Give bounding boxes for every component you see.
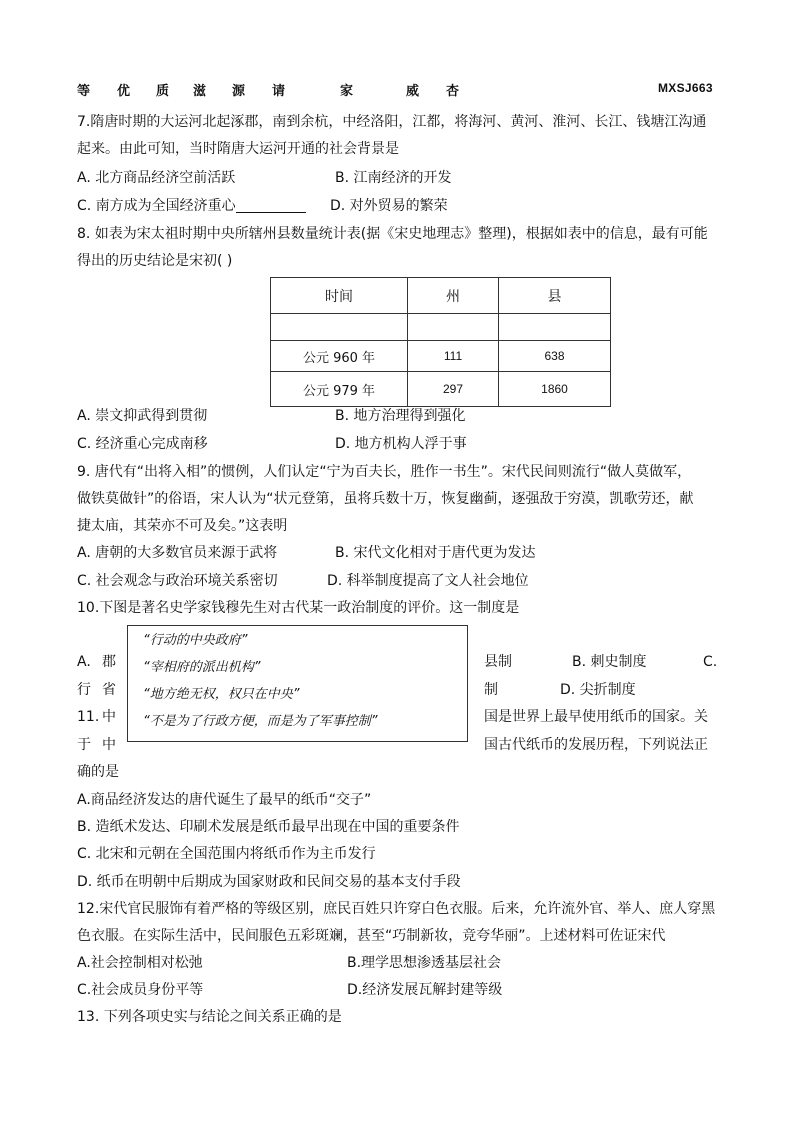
q10-option-c-text: 行 [77, 682, 91, 698]
q8-option-c: C. 经济重心完成南移 [77, 436, 208, 452]
q11-fragment: 中 [102, 737, 116, 753]
q10-option-a-label: A. [77, 654, 91, 670]
header-char: 等 [77, 83, 91, 98]
q12-option-d: D.经济发展瓦解封建等级 [347, 982, 503, 998]
q7-option-c: C. 南方成为全国经济重心 [77, 196, 306, 216]
header-char: 优 [117, 83, 131, 98]
header-char: 请 [272, 83, 286, 98]
table-row-empty [271, 314, 611, 341]
q11-option-a: A.商品经济发达的唐代诞生了最早的纸币“交子” [77, 792, 372, 808]
q10-option-a-tail: 县制 [484, 654, 512, 670]
quote-line: “行动的中央政府” [143, 633, 248, 648]
q9-option-a: A. 唐朝的大多数官员来源于武将 [77, 545, 278, 561]
q9-stem-line3: 捷太庙，其荣亦不可及矣。”这表明 [77, 518, 288, 534]
q7-option-a: A. 北方商品经济空前活跃 [77, 170, 236, 186]
q11-option-d: D. 纸币在明朝中后期成为国家财政和民间交易的基本支付手段 [77, 874, 461, 890]
table-cell: 297 [408, 372, 499, 407]
table-header-row [271, 278, 611, 314]
quote-line: “宰相府的派出机构” [143, 660, 261, 675]
header-char: 滋 [193, 83, 207, 98]
q7-option-b: B. 江南经济的开发 [335, 170, 452, 186]
doc-code: MXSJ663 [658, 81, 713, 95]
underline-blank [236, 198, 306, 213]
q12-option-c: C.社会成员身份平等 [77, 982, 204, 998]
q13-stem: 13. 下列各项史实与结论之间关系正确的是 [77, 1009, 342, 1025]
quote-line: “地方绝无权，权只在中央” [143, 687, 300, 702]
q10-option-a-text: 郡 [102, 654, 116, 670]
q11-number: 11. [77, 709, 100, 725]
quote-line: “不是为了行政方便，而是为了军事控制” [143, 714, 378, 729]
q12-stem-line1: 12.宋代官民服饰有着严格的等级区别，庶民百姓只许穿白色衣服。后来，允许流外官、举人、庶人穿黑 [77, 901, 716, 917]
q10-option-c-tail: 制 [484, 682, 498, 698]
q10-stem: 10.下图是著名史学家钱穆先生对古代某一政治制度的评价。这一制度是 [77, 600, 520, 616]
q7-stem-line1: 7.隋唐时期的大运河北起涿郡，南到余杭，中经洛阳，江都，将海河、黄河、淮河、长江、钱塘江沟通 [77, 114, 707, 130]
q12-stem-line2: 色衣服。在实际生活中，民间服色五彩斑斓，甚至“巧制新妆，竞夸华丽”。上述材料可佐证宋代 [77, 928, 666, 944]
q9-option-b: B. 宋代文化相对于唐代更为发达 [335, 545, 536, 561]
q12-option-b: B.理学思想渗透基层社会 [347, 955, 502, 971]
table-header-xian: 县 [499, 278, 611, 314]
table-row [271, 341, 611, 372]
header-char: 家 [340, 83, 354, 98]
table-cell: 1860 [499, 372, 611, 407]
table-cell [408, 314, 499, 341]
table-cell [271, 314, 408, 341]
q10-option-c-label: C. [703, 654, 718, 670]
table-cell: 公元 979 年 [271, 372, 408, 407]
q9-option-d: D. 科举制度提高了文人社会地位 [327, 573, 529, 589]
qian-mu-quote-box [127, 625, 468, 742]
q10-option-d: D. 尖折制度 [560, 682, 636, 698]
q8-option-a: A. 崇文抑武得到贯彻 [77, 408, 208, 424]
header-char: 威 [406, 83, 420, 98]
county-stats-table [270, 277, 611, 407]
header-char: 杏 [446, 83, 460, 98]
q8-option-d: D. 地方机构人浮于事 [335, 436, 467, 452]
table-header-zhou: 州 [408, 278, 499, 314]
table-header-time: 时间 [271, 278, 408, 314]
q8-stem-line2: 得出的历史结论是宋初( ) [77, 253, 233, 269]
q7-stem-line2: 起来。由此可知，当时隋唐大运河开通的社会背景是 [77, 141, 399, 157]
q9-stem-line1: 9. 唐代有“出将入相”的惯例，人们认定“宁为百夫长，胜作一书生”。宋代民间则流行“做人莫做军， [77, 464, 692, 480]
table-cell: 638 [499, 341, 611, 372]
header-char: 质 [156, 83, 170, 98]
q11-option-c: C. 北宋和元朝在全国范围内将纸币作为主币发行 [77, 846, 376, 862]
q11-fragment: 中 [102, 709, 116, 725]
table-cell: 111 [408, 341, 499, 372]
q7-option-d: D. 对外贸易的繁荣 [330, 198, 448, 214]
q10-option-b: B. 刺史制度 [572, 654, 647, 670]
q11-stem-line3: 确的是 [77, 764, 119, 780]
q9-stem-line2: 做铁莫做针”的俗语，宋人认为“状元登第，虽将兵数十万，恢复幽蓟，逐强敌于穷漠，凯歌劳还，献 [77, 491, 694, 507]
table-cell: 公元 960 年 [271, 341, 408, 372]
q11-option-b: B. 造纸术发达、印刷术发展是纸币最早出现在中国的重要条件 [77, 819, 460, 835]
q8-stem-line1: 8. 如表为宋太祖时期中央所辖州县数量统计表(据《宋史地理志》整理)，根据如表中的信息，最有可能 [77, 226, 708, 242]
q8-option-b: B. 地方治理得到强化 [335, 408, 466, 424]
q11-fragment: 于 [77, 737, 91, 753]
q12-option-a: A.社会控制相对松弛 [77, 955, 203, 971]
q11-stem-right1: 国是世界上最早使用纸币的国家。关 [484, 709, 708, 725]
q10-option-c-text: 省 [102, 682, 116, 698]
table-row [271, 372, 611, 407]
header-char: 源 [232, 83, 246, 98]
q11-stem-right2: 国古代纸币的发展历程，下列说法正 [484, 737, 708, 753]
q9-option-c: C. 社会观念与政治环境关系密切 [77, 573, 278, 589]
table-cell [499, 314, 611, 341]
